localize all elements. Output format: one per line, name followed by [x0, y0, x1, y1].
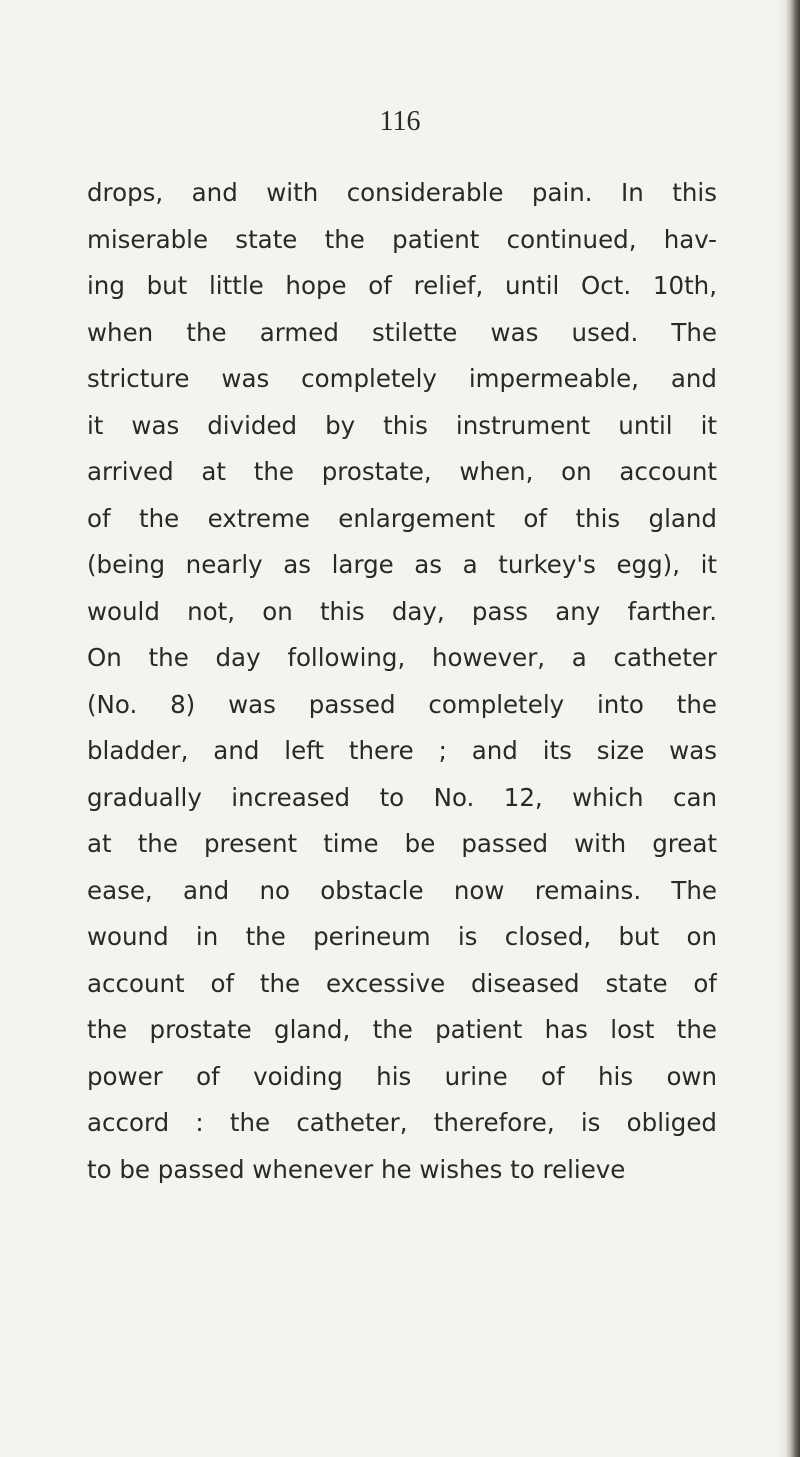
body-text: [87, 170, 717, 1193]
text-line: ing but little hope of relief, until Oct. 10th,: [87, 271, 717, 300]
text-line: (No. 8) was passed completely into the: [87, 689, 717, 719]
text-line: On the day following, however, a catheter: [87, 643, 717, 672]
text-line: (being nearly as large as a turkey's egg), it: [87, 550, 717, 579]
text-line: accord : the catheter, therefore, is obliged: [87, 1108, 717, 1137]
text-line: it was divided by this instrument until it: [87, 410, 717, 440]
text-line: power of voiding his urine of his own: [87, 1061, 717, 1091]
text-line: account of the excessive diseased state of: [87, 968, 717, 998]
text-line: of the extreme enlargement of this gland: [87, 503, 717, 533]
text-line: the prostate gland, the patient has lost the: [87, 1015, 717, 1044]
gutter-shadow: [776, 0, 786, 1457]
page-gutter-edge: [786, 0, 800, 1457]
text-line: would not, on this day, pass any farther.: [87, 596, 717, 626]
text-line: when the armed stilette was used. The: [87, 317, 717, 347]
text-line: miserable state the patient continued, hav-: [87, 224, 717, 254]
text-line: stricture was completely impermeable, and: [87, 364, 717, 393]
page-number: 116: [379, 106, 421, 137]
text-line: to be passed whenever he wishes to relieve: [87, 1154, 626, 1184]
text-line: ease, and no obstacle now remains. The: [87, 875, 717, 905]
text-line: drops, and with considerable pain. In this: [87, 178, 717, 207]
text-line: arrived at the prostate, when, on account: [87, 457, 717, 486]
text-line: gradually increased to No. 12, which can: [87, 782, 717, 812]
text-line: bladder, and left there ; and its size was: [87, 736, 717, 765]
text-line: at the present time be passed with great: [87, 829, 717, 858]
text-line: wound in the perineum is closed, but on: [87, 922, 717, 951]
